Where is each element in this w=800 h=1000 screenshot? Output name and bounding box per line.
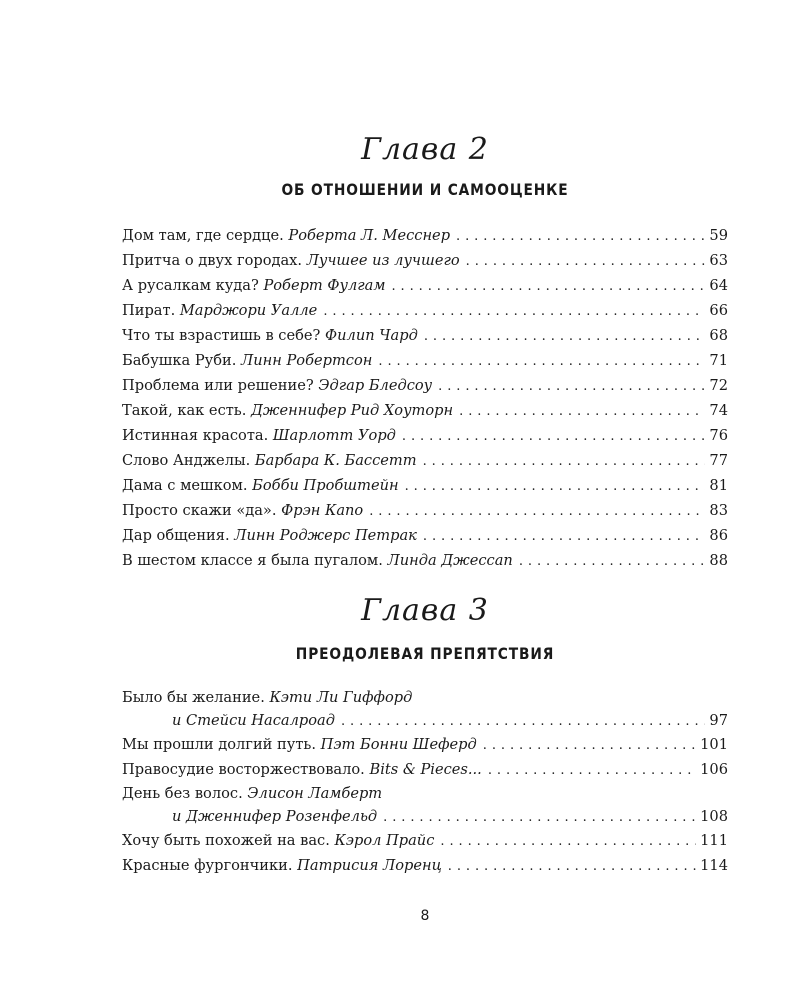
toc-entry-title: Пират.: [122, 302, 176, 319]
page-number: 8: [420, 908, 430, 924]
toc-entry-page: 83: [709, 502, 728, 519]
toc-entry-title: День без волос.: [122, 785, 243, 802]
toc-entry-author-continued: и Стейси Насалроад: [172, 712, 335, 729]
dot-leader: [459, 399, 705, 424]
toc-entry-author: Роберт Фулгам: [263, 277, 386, 294]
toc-entry[interactable]: [122, 473, 728, 498]
toc-entry[interactable]: [122, 398, 728, 423]
toc-entry-page: 63: [709, 252, 728, 269]
toc-entry-title: В шестом классе я была пугалом.: [122, 552, 383, 569]
toc-entry-author: Шарлотт Уорд: [272, 427, 396, 444]
toc-page: [122, 0, 728, 1000]
chapter-title: Глава 3: [361, 593, 489, 628]
toc-entry-author: Филип Чард: [325, 327, 418, 344]
dot-leader: [438, 374, 705, 399]
toc-entry[interactable]: [122, 298, 728, 323]
toc-entry-title: Хочу быть похожей на вас.: [122, 832, 330, 849]
dot-leader: [323, 299, 705, 324]
toc-entry-title: Дама с мешком.: [122, 477, 248, 494]
toc-entry-title: Истинная красота.: [122, 427, 269, 444]
dot-leader: [341, 710, 705, 733]
toc-entry[interactable]: [122, 828, 728, 853]
toc-entry-title: Бабушка Руби.: [122, 352, 237, 369]
toc-entry-author-continued: и Дженнифер Розенфельд: [172, 808, 378, 825]
toc-entry[interactable]: [122, 248, 728, 273]
toc-entry[interactable]: [122, 323, 728, 348]
toc-entry[interactable]: [122, 782, 728, 828]
dot-leader: [440, 829, 696, 854]
toc-entry-author: Лучшее из лучшего: [306, 252, 460, 269]
toc-entry-author: Линн Робертсон: [241, 352, 373, 369]
toc-entry-title: Мы прошли долгий путь.: [122, 736, 317, 753]
dot-leader: [423, 449, 706, 474]
toc-entry-title: А русалкам куда?: [122, 277, 259, 294]
toc-entry-title: Было бы желание.: [122, 689, 265, 706]
toc-entry-author: Фрэн Капо: [281, 502, 364, 519]
toc-entry[interactable]: [122, 348, 728, 373]
toc-entry-page: 111: [700, 832, 728, 849]
toc-entry[interactable]: [122, 853, 728, 878]
toc-entry-title: Слово Анджелы.: [122, 452, 251, 469]
chapter-subtitle: ОБ ОТНОШЕНИИ И САМООЦЕНКЕ: [281, 180, 569, 199]
toc-entry-page: 64: [709, 277, 728, 294]
dot-leader: [456, 224, 705, 249]
toc-list-chapter-2: [122, 223, 728, 573]
toc-entry-author: Кэрол Прайс: [334, 832, 435, 849]
dot-leader: [483, 733, 696, 758]
toc-entry-author: Линда Джессап: [387, 552, 513, 569]
toc-entry[interactable]: [122, 732, 728, 757]
toc-entry-author: Эдгар Бледсоу: [318, 377, 433, 394]
toc-entry-page: 72: [709, 377, 728, 394]
toc-entry[interactable]: [122, 448, 728, 473]
toc-entry[interactable]: [122, 548, 728, 573]
toc-list-chapter-3: [122, 686, 728, 878]
toc-entry-page: 68: [709, 327, 728, 344]
toc-entry-author: Элисон Ламберт: [247, 785, 383, 802]
toc-entry-title: Просто скажи «да».: [122, 502, 277, 519]
toc-entry-page: 74: [709, 402, 728, 419]
toc-entry-author: Роберта Л. Месснер: [288, 227, 451, 244]
toc-entry-title: Притча о двух городах.: [122, 252, 303, 269]
toc-entry-title: Красные фургончики.: [122, 857, 293, 874]
toc-entry-title: Такой, как есть.: [122, 402, 247, 419]
toc-entry[interactable]: [122, 273, 728, 298]
toc-entry-page: 71: [709, 352, 728, 369]
toc-entry[interactable]: [122, 498, 728, 523]
toc-entry-author: Линн Роджерс Петрак: [234, 527, 417, 544]
dot-leader: [402, 424, 706, 449]
toc-entry-author: Дженнифер Рид Хоуторн: [251, 402, 454, 419]
toc-entry-page: 114: [700, 857, 728, 874]
toc-entry[interactable]: [122, 523, 728, 548]
toc-entry-page: 86: [709, 527, 728, 544]
dot-leader: [519, 549, 706, 574]
toc-entry-author: Пэт Бонни Шеферд: [320, 736, 477, 753]
toc-entry[interactable]: [122, 757, 728, 782]
dot-leader: [391, 274, 705, 299]
dot-leader: [369, 499, 705, 524]
toc-entry-title: Дом там, где сердце.: [122, 227, 284, 244]
toc-entry-page: 108: [700, 808, 728, 825]
toc-entry-title: Проблема или решение?: [122, 377, 314, 394]
toc-entry-page: 81: [709, 477, 728, 494]
toc-entry-author: Патрисия Лоренц: [297, 857, 442, 874]
chapter-subtitle: ПРЕОДОЛЕВАЯ ПРЕПЯТСТВИЯ: [295, 644, 555, 663]
dot-leader: [448, 854, 696, 879]
toc-entry-page: 101: [700, 736, 728, 753]
dot-leader: [405, 474, 706, 499]
toc-entry-title: Дар общения.: [122, 527, 230, 544]
toc-entry[interactable]: [122, 686, 728, 732]
toc-entry-page: 59: [709, 227, 728, 244]
toc-entry-author: Кэти Ли Гиффорд: [269, 689, 413, 706]
dot-leader: [466, 249, 706, 274]
toc-entry[interactable]: [122, 373, 728, 398]
dot-leader: [383, 806, 696, 829]
toc-entry-page: 77: [709, 452, 728, 469]
toc-entry-page: 88: [709, 552, 728, 569]
toc-entry-author: Марджори Уалле: [179, 302, 318, 319]
chapter-title: Глава 2: [361, 132, 489, 167]
dot-leader: [424, 324, 706, 349]
dot-leader: [378, 349, 705, 374]
toc-entry[interactable]: [122, 223, 728, 248]
dot-leader: [423, 524, 706, 549]
toc-entry-page: 97: [709, 712, 728, 729]
toc-entry-page: 66: [709, 302, 728, 319]
toc-entry-author: Барбара К. Бассетт: [254, 452, 417, 469]
toc-entry-author: Bits & Pieces...: [369, 761, 482, 778]
toc-entry-page: 76: [709, 427, 728, 444]
dot-leader: [488, 758, 696, 783]
toc-entry-title: Что ты взрастишь в себе?: [122, 327, 321, 344]
toc-entry-page: 106: [700, 761, 728, 778]
toc-entry-author: Бобби Пробштейн: [252, 477, 399, 494]
toc-entry-title: Правосудие восторжествовало.: [122, 761, 365, 778]
toc-entry[interactable]: [122, 423, 728, 448]
